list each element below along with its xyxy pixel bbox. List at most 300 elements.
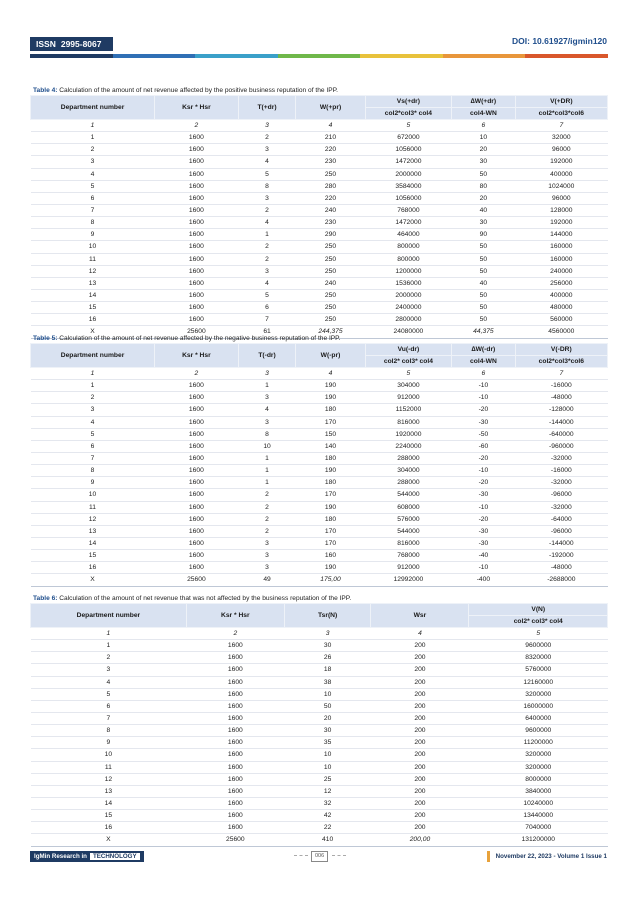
table-cell: 3 (238, 562, 296, 574)
footer-journal (30, 851, 144, 862)
table-cell: 290 (296, 229, 365, 241)
table-cell: 11 (31, 761, 187, 773)
doi-link[interactable]: DOI: 10.61927/igmin120 (512, 36, 607, 46)
table-cell: 12160000 (469, 676, 608, 688)
color-bar-segment (525, 54, 608, 58)
table-cell: 544000 (365, 525, 452, 537)
table-cell: 4 (31, 416, 155, 428)
table-row (31, 416, 608, 428)
table-cell: 42 (284, 810, 371, 822)
table-4-header: Department number (31, 96, 155, 120)
table-cell: 1600 (186, 797, 284, 809)
table-6-header: V(N) (469, 604, 608, 616)
table-row (31, 380, 608, 392)
table-cell: -20 (452, 404, 515, 416)
page-number-dash (294, 855, 308, 856)
table-index-row (31, 368, 608, 380)
table-cell: 1024000 (515, 180, 607, 192)
table-cell: 1200000 (365, 265, 452, 277)
table-4-header: V(+DR) (515, 96, 607, 108)
table-cell: 1600 (155, 562, 239, 574)
table-cell: 13 (31, 785, 187, 797)
table-cell: 3 (238, 392, 296, 404)
table-cell: -10 (452, 562, 515, 574)
table-cell: 7 (515, 120, 607, 132)
table-cell: 32000 (515, 132, 607, 144)
table-cell: 11 (31, 253, 155, 265)
table-row (31, 156, 608, 168)
table-cell: 200 (371, 640, 469, 652)
table-cell: 816000 (365, 537, 452, 549)
table-cell: -40 (452, 550, 515, 562)
table-row (31, 302, 608, 314)
table-cell: 180 (296, 404, 365, 416)
table-cell: 5 (31, 688, 187, 700)
table-cell: 1600 (186, 749, 284, 761)
table-cell: 1056000 (365, 144, 452, 156)
table-cell: 7040000 (469, 822, 608, 834)
table-cell: 800000 (365, 241, 452, 253)
table-cell: 816000 (365, 416, 452, 428)
table-cell: 1600 (155, 416, 239, 428)
table-cell: 50 (452, 253, 515, 265)
table-5-caption-text: Calculation of the amount of net revenue affected by the negative business reputation of the IPP. (57, 335, 341, 342)
table-cell: 768000 (365, 550, 452, 562)
table-cell: 1 (31, 368, 155, 380)
table-cell: 15 (31, 302, 155, 314)
footer-section: TECHNOLOGY (90, 853, 140, 860)
table-cell: -30 (452, 489, 515, 501)
table-5-header: V(-DR) (515, 344, 607, 356)
table-row (31, 834, 608, 846)
color-bar-segment (360, 54, 443, 58)
table-cell: -10 (452, 392, 515, 404)
table-cell: 800000 (365, 253, 452, 265)
table-4-caption-text: Calculation of the amount of net revenue affected by the positive business reputation of the IPP. (57, 87, 338, 94)
table-cell: 2 (238, 132, 296, 144)
table-cell: 8000000 (469, 773, 608, 785)
table-cell: 1472000 (365, 217, 452, 229)
table-cell: -2688000 (515, 574, 607, 586)
table-cell: 180 (296, 452, 365, 464)
table-cell: 1 (238, 465, 296, 477)
table-4-subheader: col4-WN (452, 108, 515, 120)
table-cell: 288000 (365, 452, 452, 464)
table-cell: -48000 (515, 562, 607, 574)
table-cell: -640000 (515, 428, 607, 440)
table-cell: -96000 (515, 525, 607, 537)
table-cell: 6400000 (469, 712, 608, 724)
table-cell: 5 (238, 289, 296, 301)
table-cell: 190 (296, 380, 365, 392)
table-cell: 400000 (515, 168, 607, 180)
table-cell: 96000 (515, 144, 607, 156)
table-cell: 1600 (155, 477, 239, 489)
table-5-header: W(-pr) (296, 344, 365, 368)
table-cell: 1600 (186, 676, 284, 688)
table-6-header: Wsr (371, 604, 469, 628)
table-cell: 170 (296, 489, 365, 501)
table-cell: 1920000 (365, 428, 452, 440)
table-cell: 1600 (186, 725, 284, 737)
table-cell: 200 (371, 725, 469, 737)
table-cell: 8 (238, 180, 296, 192)
table-cell: 304000 (365, 380, 452, 392)
table-cell: 150 (296, 428, 365, 440)
table-index-row (31, 120, 608, 132)
table-cell: 1600 (186, 712, 284, 724)
table-cell: 12992000 (365, 574, 452, 586)
table-cell: 1600 (155, 452, 239, 464)
table-index-row (31, 628, 608, 640)
table-cell: 400000 (515, 289, 607, 301)
table-cell: -16000 (515, 465, 607, 477)
table-cell: 4 (296, 368, 365, 380)
table-cell: 16 (31, 822, 187, 834)
table-cell: 200 (371, 785, 469, 797)
table-cell: 7 (238, 314, 296, 326)
issn-label: ISSN (36, 39, 56, 49)
table-row (31, 241, 608, 253)
table-cell: 16 (31, 562, 155, 574)
table-cell: 160 (296, 550, 365, 562)
table-row (31, 810, 608, 822)
table-cell: 250 (296, 265, 365, 277)
table-cell: 200 (371, 822, 469, 834)
table-cell: 4 (238, 277, 296, 289)
table-5-header: Ksr * Hsr (155, 344, 239, 368)
table-cell: 38 (284, 676, 371, 688)
table-cell: 1600 (155, 156, 239, 168)
table-cell: 544000 (365, 489, 452, 501)
table-cell: 1600 (155, 192, 239, 204)
table-cell: 25600 (186, 834, 284, 846)
table-cell: 1536000 (365, 277, 452, 289)
table-cell: 3 (31, 664, 187, 676)
table-row (31, 712, 608, 724)
table-cell: 7 (31, 712, 187, 724)
issn-number: 2995-8067 (60, 39, 102, 49)
table-cell: 2 (155, 120, 239, 132)
table-cell: 190 (296, 562, 365, 574)
table-cell: 2 (186, 628, 284, 640)
table-cell: 12 (31, 773, 187, 785)
table-cell: 15 (31, 550, 155, 562)
table-cell: 1600 (155, 144, 239, 156)
table-cell: 200 (371, 652, 469, 664)
table-cell: -20 (452, 452, 515, 464)
table-cell: 5 (31, 180, 155, 192)
table-cell: 7 (31, 452, 155, 464)
table-5-header: ∆W(-dr) (452, 344, 515, 356)
table-cell: 3 (238, 416, 296, 428)
table-cell: 5 (31, 428, 155, 440)
issn-badge (30, 37, 113, 51)
table-cell: 3200000 (469, 761, 608, 773)
table-cell: 7 (515, 368, 607, 380)
table-row (31, 404, 608, 416)
table-row (31, 204, 608, 216)
table-cell: 35 (284, 737, 371, 749)
table-cell: 4560000 (515, 326, 607, 338)
page-number: 006 (311, 851, 328, 862)
table-row (31, 822, 608, 834)
table-cell: -10 (452, 501, 515, 513)
table-cell: -32000 (515, 501, 607, 513)
table-cell: 768000 (365, 204, 452, 216)
table-cell: 240000 (515, 265, 607, 277)
table-cell: 25 (284, 773, 371, 785)
table-cell: 6 (31, 192, 155, 204)
table-cell: 160000 (515, 253, 607, 265)
table-row (31, 489, 608, 501)
color-bar-segment (113, 54, 196, 58)
table-cell: 1600 (155, 168, 239, 180)
table-cell: 1600 (155, 217, 239, 229)
table-cell: 8 (31, 217, 155, 229)
table-cell: 50 (452, 289, 515, 301)
page-number-dash (332, 855, 346, 856)
table-6-header: Ksr * Hsr (186, 604, 284, 628)
table-cell: 90 (452, 229, 515, 241)
table-cell: 200 (371, 700, 469, 712)
table-cell: 1600 (155, 428, 239, 440)
table-cell: 160000 (515, 241, 607, 253)
table-cell: 2 (238, 489, 296, 501)
table-6-caption-text: Calculation of the amount of net revenue that was not affected by the business reputation of the IPP. (57, 595, 352, 602)
table-cell: 170 (296, 416, 365, 428)
table-cell: 4 (31, 676, 187, 688)
table-cell: 1 (31, 640, 187, 652)
table-cell: 200 (371, 688, 469, 700)
table-row (31, 785, 608, 797)
table-row (31, 277, 608, 289)
table-cell: 1 (31, 380, 155, 392)
table-row (31, 217, 608, 229)
table-cell: 50 (452, 302, 515, 314)
table-cell: 464000 (365, 229, 452, 241)
table-4 (30, 95, 608, 339)
table-cell: 200,00 (371, 834, 469, 846)
table-cell: 131200000 (469, 834, 608, 846)
table-cell: 200 (371, 712, 469, 724)
table-cell: 20 (452, 144, 515, 156)
table-cell: 250 (296, 253, 365, 265)
table-cell: 1600 (155, 501, 239, 513)
table-cell: 13 (31, 277, 155, 289)
table-cell: 32 (284, 797, 371, 809)
table-cell: -60 (452, 440, 515, 452)
table-cell: 1600 (155, 550, 239, 562)
table-cell: 7 (31, 204, 155, 216)
table-cell: 2 (31, 652, 187, 664)
table-cell: 2 (238, 513, 296, 525)
table-cell: 1600 (155, 465, 239, 477)
table-cell: 2 (238, 525, 296, 537)
table-cell: 200 (371, 749, 469, 761)
table-row (31, 392, 608, 404)
table-cell: 61 (238, 326, 296, 338)
table-cell: 1600 (155, 253, 239, 265)
table-cell: 30 (284, 725, 371, 737)
table-cell: 12 (284, 785, 371, 797)
table-cell: 5 (469, 628, 608, 640)
table-row (31, 562, 608, 574)
table-cell: 40 (452, 204, 515, 216)
table-cell: 244,375 (296, 326, 365, 338)
table-row (31, 640, 608, 652)
table-row (31, 513, 608, 525)
table-cell: 10 (284, 761, 371, 773)
table-cell: 14 (31, 537, 155, 549)
table-cell: 50 (452, 314, 515, 326)
table-cell: 1600 (155, 204, 239, 216)
table-row (31, 574, 608, 586)
table-cell: -20 (452, 513, 515, 525)
table-cell: 1600 (155, 180, 239, 192)
table-row (31, 132, 608, 144)
table-cell: 11 (31, 501, 155, 513)
table-cell: 4 (238, 156, 296, 168)
table-cell: 250 (296, 241, 365, 253)
table-row (31, 168, 608, 180)
table-cell: X (31, 834, 187, 846)
table-cell: 3 (238, 120, 296, 132)
table-cell: 3 (31, 404, 155, 416)
table-cell: 240 (296, 277, 365, 289)
table-cell: 1600 (155, 302, 239, 314)
table-5-header: T(-dr) (238, 344, 296, 368)
table-5 (30, 343, 608, 587)
table-cell: 200 (371, 676, 469, 688)
table-row (31, 253, 608, 265)
table-cell: 1 (31, 120, 155, 132)
table-cell: 1600 (186, 773, 284, 785)
table-cell: 30 (452, 217, 515, 229)
table-cell: 10 (31, 489, 155, 501)
table-cell: 250 (296, 168, 365, 180)
table-4-caption (33, 86, 608, 95)
table-cell: 1600 (155, 392, 239, 404)
table-row (31, 773, 608, 785)
table-6-block (30, 594, 608, 847)
table-cell: 190 (296, 392, 365, 404)
table-cell: 5 (238, 168, 296, 180)
table-cell: 1600 (155, 277, 239, 289)
table-6-header: Department number (31, 604, 187, 628)
table-6 (30, 603, 608, 847)
table-cell: 190 (296, 465, 365, 477)
table-cell: 5 (365, 368, 452, 380)
table-4-header: ∆W(+dr) (452, 96, 515, 108)
table-cell: 3 (31, 156, 155, 168)
table-cell: 170 (296, 537, 365, 549)
table-4-subheader: col2*col3*col6 (515, 108, 607, 120)
table-cell: 24080000 (365, 326, 452, 338)
table-cell: 912000 (365, 562, 452, 574)
table-row (31, 700, 608, 712)
table-cell: 3 (238, 550, 296, 562)
table-cell: 200 (371, 737, 469, 749)
table-5-block (30, 334, 608, 587)
table-row (31, 440, 608, 452)
table-cell: 9 (31, 229, 155, 241)
table-cell: 1600 (155, 241, 239, 253)
table-cell: 14 (31, 289, 155, 301)
table-cell: 15 (31, 810, 187, 822)
table-cell: 220 (296, 144, 365, 156)
table-cell: 3584000 (365, 180, 452, 192)
table-row (31, 550, 608, 562)
table-cell: 50 (452, 168, 515, 180)
table-cell: 672000 (365, 132, 452, 144)
table-cell: 2 (238, 241, 296, 253)
footer-date: November 22, 2023 - Volume 1 Issue 1 (487, 851, 607, 862)
table-5-header: Department number (31, 344, 155, 368)
table-cell: 1600 (186, 737, 284, 749)
table-cell: 1 (238, 229, 296, 241)
table-cell: 230 (296, 217, 365, 229)
table-cell: -30 (452, 525, 515, 537)
table-cell: 10240000 (469, 797, 608, 809)
table-cell: 5760000 (469, 664, 608, 676)
table-cell: 3 (238, 144, 296, 156)
table-cell: 49 (238, 574, 296, 586)
color-bar-segment (278, 54, 361, 58)
table-cell: 25600 (155, 326, 239, 338)
table-cell: 192000 (515, 156, 607, 168)
table-cell: 10 (238, 440, 296, 452)
table-cell: X (31, 326, 155, 338)
table-cell: 1600 (186, 688, 284, 700)
color-bar-segment (443, 54, 526, 58)
table-cell: 1600 (155, 380, 239, 392)
table-row (31, 192, 608, 204)
table-4-subheader: col2*col3* col4 (365, 108, 452, 120)
color-bar-segment (195, 54, 278, 58)
table-cell: 2 (31, 392, 155, 404)
table-cell: 20 (452, 192, 515, 204)
table-cell: 210 (296, 132, 365, 144)
table-cell: 1600 (155, 229, 239, 241)
table-cell: 2240000 (365, 440, 452, 452)
table-cell: 3 (238, 192, 296, 204)
table-cell: 1 (238, 380, 296, 392)
table-cell: 2 (31, 144, 155, 156)
table-row (31, 676, 608, 688)
table-cell: -10 (452, 380, 515, 392)
table-cell: 10 (452, 132, 515, 144)
table-4-header: W(+pr) (296, 96, 365, 120)
table-cell: 128000 (515, 204, 607, 216)
table-cell: -32000 (515, 477, 607, 489)
table-cell: -128000 (515, 404, 607, 416)
table-cell: 1600 (186, 822, 284, 834)
table-cell: 1600 (155, 489, 239, 501)
table-cell: 8 (31, 465, 155, 477)
table-cell: 4 (238, 217, 296, 229)
table-cell: 3840000 (469, 785, 608, 797)
table-cell: 190 (296, 501, 365, 513)
table-row (31, 761, 608, 773)
color-bar-segment (30, 54, 113, 58)
table-cell: 200 (371, 773, 469, 785)
table-cell: 50 (452, 241, 515, 253)
table-cell: 3200000 (469, 688, 608, 700)
table-cell: 2000000 (365, 168, 452, 180)
table-6-label: Table 6: (33, 595, 58, 602)
table-cell: 230 (296, 156, 365, 168)
